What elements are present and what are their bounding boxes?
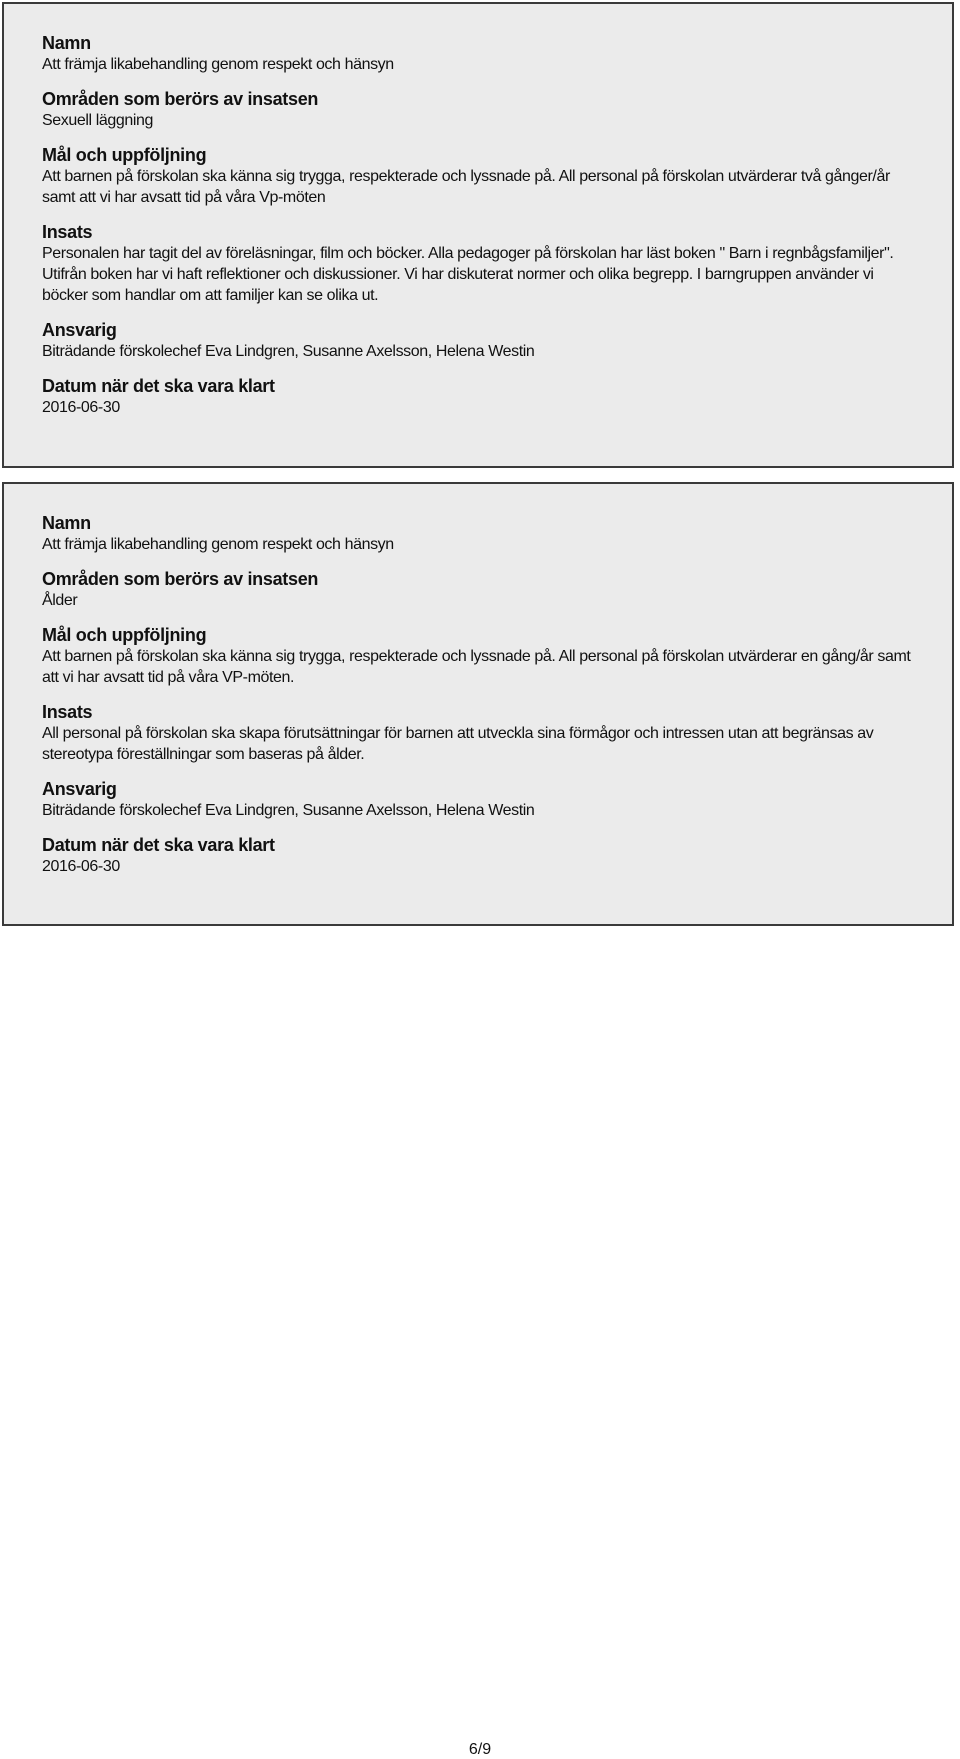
namn-value: Att främja likabehandling genom respekt och hänsyn: [42, 56, 394, 73]
insats-section: [42, 221, 914, 306]
insats-label: Insats: [42, 222, 93, 242]
measure-card: [2, 482, 954, 926]
insats-section: [42, 701, 914, 765]
page-number: 6/9: [468, 1741, 492, 1758]
namn-section: [42, 512, 914, 555]
ansvarig-value: Biträdande förskolechef Eva Lindgren, Susanne Axelsson, Helena Westin: [42, 802, 535, 819]
omraden-value: Ålder: [42, 592, 78, 609]
measure-card: [2, 2, 954, 468]
omraden-label: Områden som berörs av insatsen: [42, 569, 319, 589]
mal-label: Mål och uppföljning: [42, 145, 207, 165]
omraden-label: Områden som berörs av insatsen: [42, 89, 319, 109]
datum-value: 2016-06-30: [42, 858, 120, 875]
namn-value: Att främja likabehandling genom respekt och hänsyn: [42, 536, 394, 553]
ansvarig-label: Ansvarig: [42, 320, 117, 340]
mal-value: Att barnen på förskolan ska känna sig trygga, respekterade och lyssnade på. All personal på förskolan utvärderar en gång/år samt att vi har avsatt tid på våra VP-möten.: [42, 648, 911, 686]
ansvarig-section: [42, 778, 914, 821]
ansvarig-section: [42, 319, 914, 362]
namn-label: Namn: [42, 33, 91, 53]
datum-label: Datum när det ska vara klart: [42, 835, 275, 855]
omraden-section: [42, 88, 914, 131]
namn-label: Namn: [42, 513, 91, 533]
insats-label: Insats: [42, 702, 93, 722]
datum-section: [42, 834, 914, 877]
mal-value: Att barnen på förskolan ska känna sig trygga, respekterade och lyssnade på. All personal på förskolan utvärderar två gånger/år samt att vi har avsatt tid på våra Vp-möten: [42, 168, 890, 206]
omraden-value: Sexuell läggning: [42, 112, 154, 129]
mal-section: [42, 624, 914, 688]
datum-section: [42, 375, 914, 418]
ansvarig-value: Biträdande förskolechef Eva Lindgren, Susanne Axelsson, Helena Westin: [42, 343, 535, 360]
datum-label: Datum när det ska vara klart: [42, 376, 275, 396]
datum-value: 2016-06-30: [42, 399, 120, 416]
mal-label: Mål och uppföljning: [42, 625, 207, 645]
namn-section: [42, 32, 914, 75]
mal-section: [42, 144, 914, 208]
ansvarig-label: Ansvarig: [42, 779, 117, 799]
omraden-section: [42, 568, 914, 611]
insats-value: Personalen har tagit del av föreläsningar, film och böcker. Alla pedagoger på förskolan har läst boken " Barn i regnbågsfamiljer". Utifrån boken har vi haft reflektioner och diskussioner. Vi har diskuterat normer och olika begrepp. I barngruppen använder vi böcker som handlar om att familjer kan se olika ut.: [42, 245, 894, 304]
insats-value: All personal på förskolan ska skapa förutsättningar för barnen att utveckla sina förmågor och intressen utan att begränsas av stereotypa föreställningar som baseras på ålder.: [42, 725, 874, 763]
